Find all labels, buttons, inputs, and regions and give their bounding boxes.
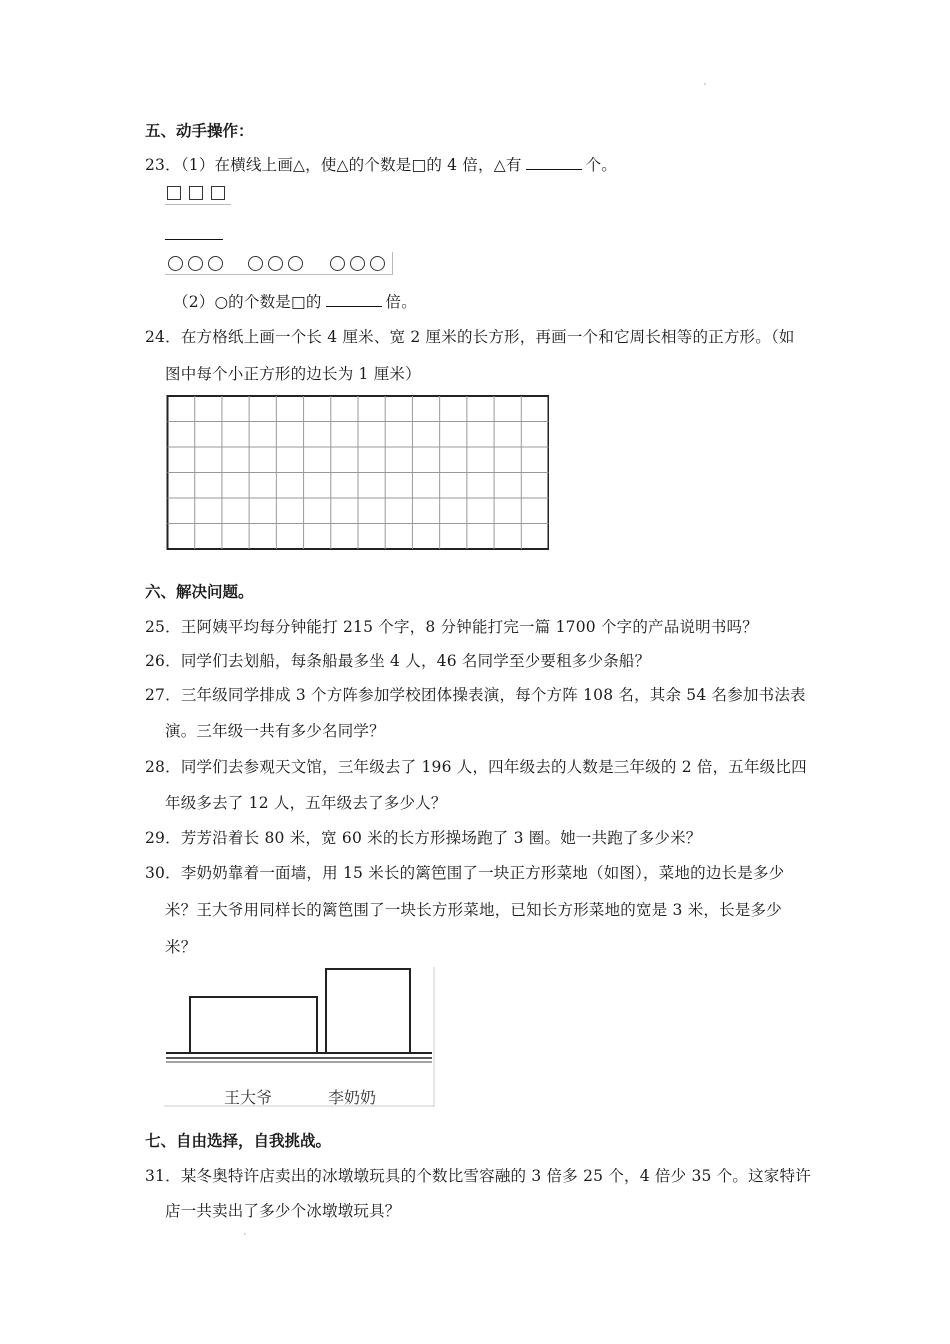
- circle-shape: [168, 256, 183, 271]
- section5-title: 五、动手操作：: [145, 122, 254, 140]
- circle-shape: [288, 256, 303, 271]
- square-shape: [211, 186, 225, 200]
- circle-shape: [188, 256, 203, 271]
- q26-number: 26．: [145, 652, 181, 670]
- q27-number: 27．: [145, 686, 181, 704]
- squares-baseline: [165, 204, 231, 205]
- q30-line3: 米？: [165, 938, 197, 956]
- grid-lines: [168, 396, 549, 549]
- q29-number: 29．: [145, 829, 181, 847]
- q30-line2: 米？王大爷用同样长的篱笆围了一块长方形菜地，已知长方形菜地的宽是 3 米，长是多少: [165, 901, 782, 919]
- circle-shape: [370, 256, 385, 271]
- q24-text-1: 在方格纸上画一个长 4 厘米、宽 2 厘米的长方形，再画一个和它周长相等的正方形。（如: [180, 328, 795, 346]
- q28-number: 28．: [145, 758, 181, 776]
- circle-shape: [248, 256, 263, 271]
- q25-number: 25．: [145, 618, 181, 636]
- q24-line1: [145, 327, 795, 347]
- square-shape: [167, 186, 181, 200]
- q30-number: 30．: [145, 864, 181, 882]
- circles-baseline: [165, 274, 393, 275]
- q28-line2: 年级多去了 12 人，五年级去了多少人？: [165, 794, 447, 812]
- q30-text-1: 李奶奶靠着一面墙，用 15 米长的篱笆围了一块正方形菜地（如图），菜地的边长是多少: [180, 864, 785, 882]
- circle-shape: [208, 256, 223, 271]
- q30-line1: [145, 863, 784, 883]
- q27-line1: [145, 685, 806, 705]
- wang-label: 王大爷: [224, 1088, 273, 1107]
- q24-number: 24．: [145, 328, 181, 346]
- circle-shape: [268, 256, 283, 271]
- q23-answer-blank-1[interactable]: [526, 155, 582, 170]
- q23-part2-suffix: 倍。: [385, 293, 417, 311]
- garden-figure: [164, 967, 436, 1107]
- bottom-mark: ˛: [243, 1226, 247, 1235]
- q26-text: 同学们去划船，每条船最多坐 4 人，46 名同学至少要租多少条船？: [180, 652, 651, 670]
- q31-line2: 店一共卖出了多少个冰墩墩玩具？: [165, 1202, 401, 1220]
- grid-paper[interactable]: [166, 395, 549, 550]
- li-label: 李奶奶: [328, 1088, 377, 1107]
- q27-text-1: 三年级同学排成 3 个方阵参加学校团体操表演，每个方阵 108 名，其余 54 名参加书法表: [180, 686, 806, 704]
- q31-text-1: 某冬奥特许店卖出的冰墩墩玩具的个数比雪容融的 3 倍多 25 个，4 倍少 35 个。这家特许: [180, 1167, 811, 1185]
- q23-part1-suffix: 个。: [585, 156, 617, 174]
- q31-number: 31．: [145, 1167, 181, 1185]
- square-shape: [189, 186, 203, 200]
- triangle-drawing-line[interactable]: [165, 239, 223, 240]
- q23-part1: [145, 155, 617, 175]
- q25: [145, 617, 758, 637]
- q29: [145, 828, 702, 848]
- section7-title: 七、自由选择，自我挑战。: [145, 1132, 332, 1150]
- circles-right-edge: [392, 252, 393, 275]
- li-square-garden: [326, 969, 410, 1053]
- q31-line1: [145, 1166, 811, 1186]
- q23-part2-text: （2）○的个数是□的: [173, 293, 322, 311]
- q26: [145, 651, 650, 671]
- q23-answer-blank-2[interactable]: [326, 292, 382, 307]
- circle-shape: [330, 256, 345, 271]
- grid-svg: [166, 395, 549, 550]
- q23-part2: [173, 292, 417, 312]
- q23-number: 23．: [145, 156, 181, 174]
- squares-figure: [165, 184, 233, 206]
- wang-rectangle-garden: [190, 997, 317, 1053]
- q24-line2: 图中每个小正方形的边长为 1 厘米）: [165, 365, 421, 383]
- circles-figure: [165, 252, 395, 276]
- circle-shape: [350, 256, 365, 271]
- garden-svg: [164, 967, 436, 1107]
- q23-part1-text: （1）在横线上画△，使△的个数是□的 4 倍，△有: [180, 156, 522, 174]
- q27-line2: 演。三年级一共有多少名同学？: [165, 722, 385, 740]
- q25-text: 王阿姨平均每分钟能打 215 个字，8 分钟能打完一篇 1700 个字的产品说明书吗？: [180, 618, 758, 636]
- q28-line1: [145, 757, 807, 777]
- q28-text-1: 同学们去参观天文馆，三年级去了 196 人，四年级去的人数是三年级的 2 倍，五年级比四: [180, 758, 807, 776]
- top-mark: ˛: [703, 76, 707, 85]
- section6-title: 六、解决问题。: [145, 583, 254, 601]
- q29-text: 芳芳沿着长 80 米，宽 60 米的长方形操场跑了 3 圈。她一共跑了多少米？: [180, 829, 702, 847]
